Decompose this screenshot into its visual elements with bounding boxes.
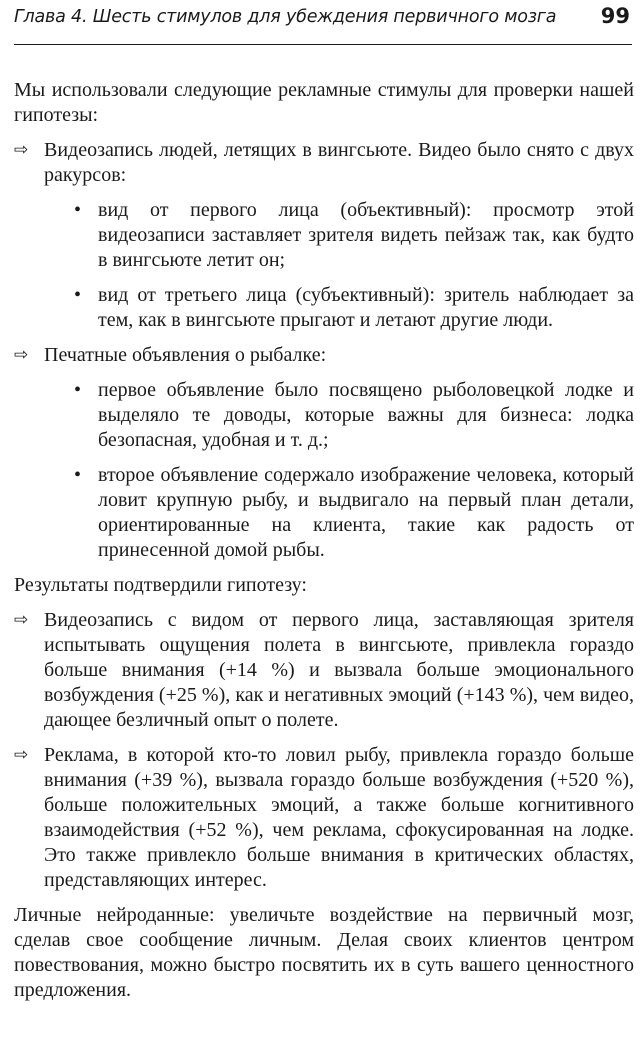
bullet-list [44,198,634,333]
bullet-item [44,283,634,333]
stimulus-item [14,138,634,333]
result-text: Видеозапись с видом от первого лица, заставляющая зрителя испытывать ощущения полета в вингсьюте, привлекла гораздо больше внимания (+14 %) и вызвала больше эмоционального возбуждения (+25 %), как и негативных эмоций (+143 %), чем видео, дающее безличный опыт о полете. [44,609,634,731]
page-number: 99 [600,4,630,28]
results-intro: Результаты подтвердили гипотезу: [14,574,307,596]
arrow-right-outline-icon: ⇨ [14,745,29,765]
bullet-item [44,378,634,453]
bullet-dot-icon: • [74,284,82,306]
bullet-text: вид от первого лица (объективный): просмотр этой видеозаписи заставляет зрителя видеть пейзаж так, как будто в вингсьюте летит он; [98,199,634,271]
result-item [14,743,634,893]
bullet-text: вид от третьего лица (субъективный): зритель наблюдает за тем, как в вингсьюте прыгают и летают другие люди. [98,284,634,331]
result-item [14,608,634,733]
running-title: Глава 4. Шесть стимулов для убеждения первичного мозга [14,7,557,27]
running-head [14,0,632,45]
stimulus-text: Видеозапись людей, летящих в вингсьюте. Видео было снято с двух ракурсов: [44,139,634,186]
arrow-right-outline-icon: ⇨ [14,610,29,630]
bullet-dot-icon: • [74,379,82,401]
bullet-text: первое объявление было посвящено рыболовецкой лодке и выделяло те доводы, которые важны для бизнеса: лодка безопасная, удобная и т. д.; [98,379,634,451]
closing-paragraph: Личные нейроданные: увеличьте воздействие на первичный мозг, сделав свое сообщение личным. Делая своих клиентов центром повествования, можно быстро посвятить их в суть вашего ценностного предложения. [14,904,634,1001]
body-text [14,78,634,1003]
bullet-dot-icon: • [74,199,82,221]
intro-paragraph: Мы использовали следующие рекламные стимулы для проверки нашей гипотезы: [14,79,634,126]
bullet-text: второе объявление содержало изображение человека, который ловит крупную рыбу, и выдвигало на первый план детали, ориентированные на клиента, такие как радость от принесенной домой рыбы. [98,464,634,561]
arrow-right-outline-icon: ⇨ [14,140,29,160]
bullet-item [44,198,634,273]
result-text: Реклама, в которой кто-то ловил рыбу, привлекла гораздо больше внимания (+39 %), вызвала гораздо больше возбуждения (+520 %), больше положительных эмоций, а также больше когнитивного взаимодействия (+52 %), чем реклама, сфокусированная на лодке. Это также привлекло больше внимания в критических областях, представляющих интерес. [44,744,634,891]
stimulus-item [14,343,634,563]
stimulus-text: Печатные объявления о рыбалке: [44,344,327,366]
bullet-item [44,463,634,563]
arrow-right-outline-icon: ⇨ [14,345,29,365]
bullet-list [44,378,634,563]
bullet-dot-icon: • [74,464,82,486]
